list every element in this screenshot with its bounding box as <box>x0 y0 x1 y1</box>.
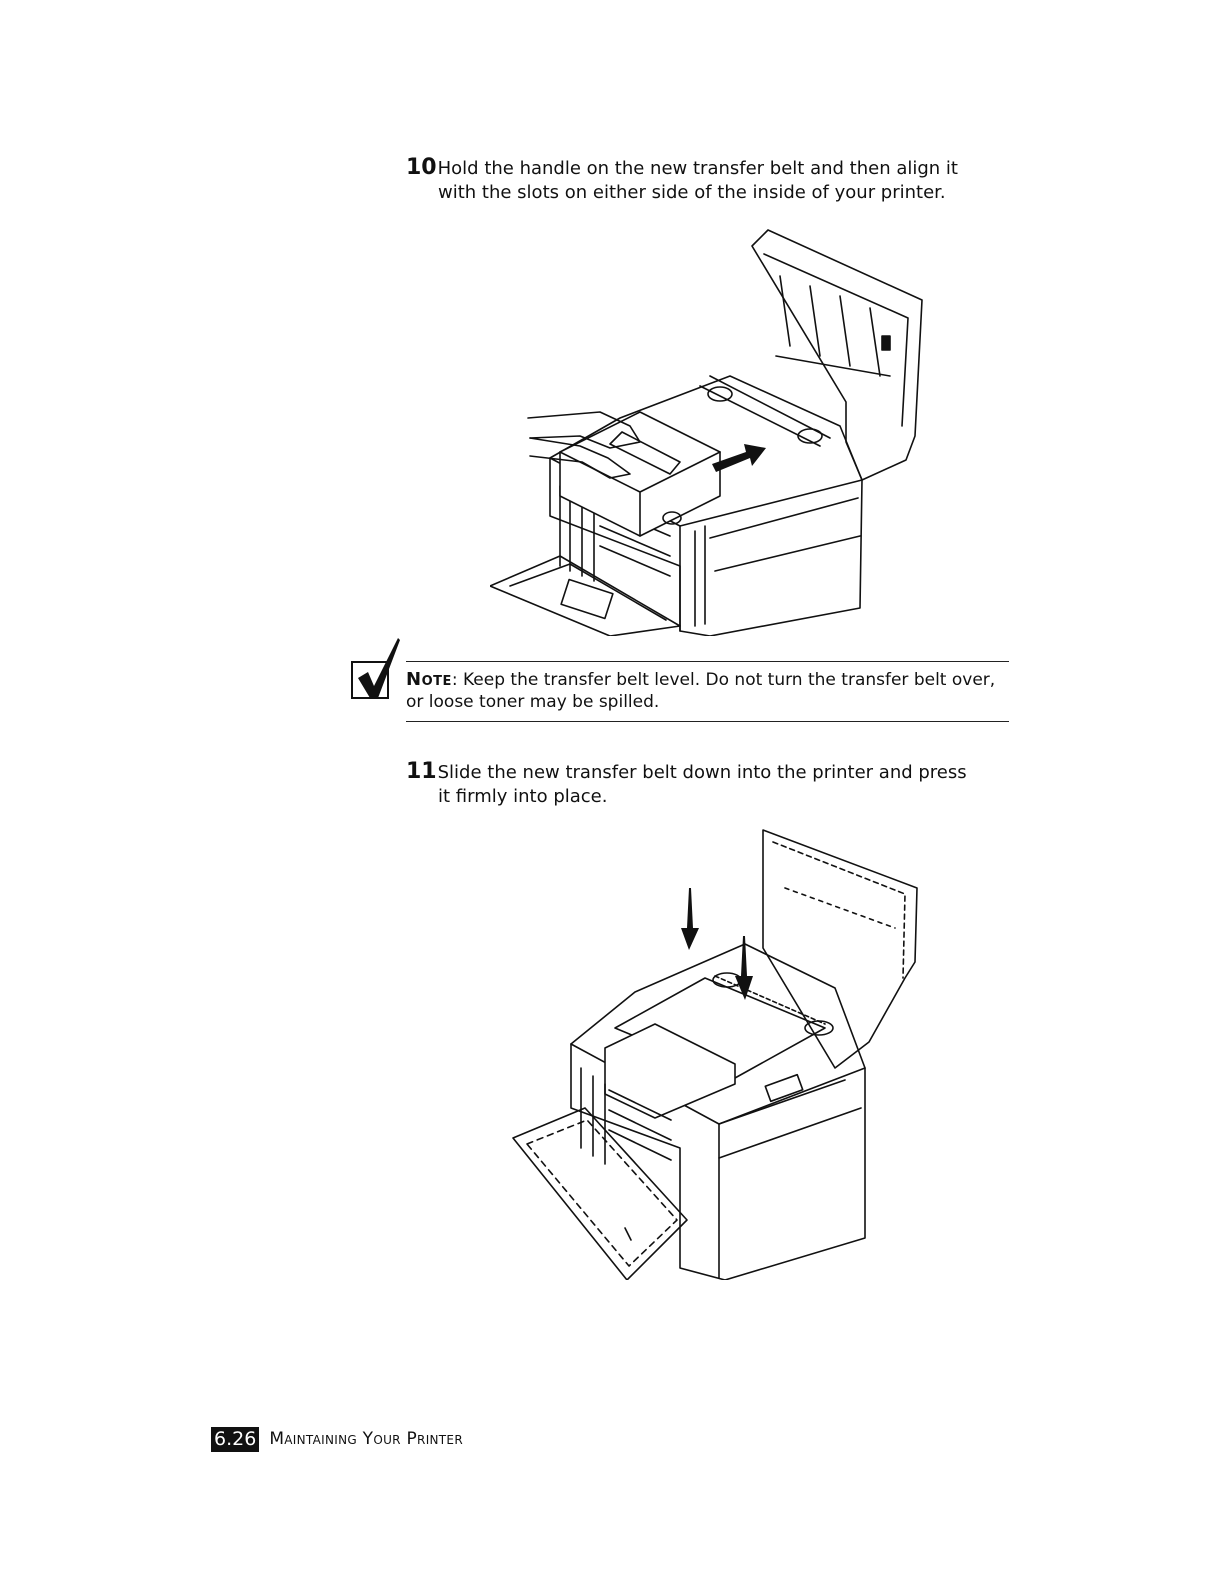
step-11 <box>406 760 1016 809</box>
note-body: : Keep the transfer belt level. Do not turn the transfer belt over, or loose toner may be spilled. <box>406 670 996 712</box>
step-text-line2: with the slots on either side of the inside of your printer. <box>438 182 946 203</box>
note-text <box>406 669 1016 713</box>
page-footer <box>211 1426 463 1452</box>
printer-illustration-press-belt <box>505 828 925 1280</box>
step-number: 11 <box>406 759 437 784</box>
step-text-line2: it firmly into place. <box>438 786 608 807</box>
page-number: 6.26 <box>211 1427 259 1452</box>
step-text-line1: Hold the handle on the new transfer belt and then align it <box>437 158 958 179</box>
note-rule-bottom <box>406 721 1009 722</box>
checkmark-note-icon <box>350 636 402 702</box>
step-number: 10 <box>406 155 437 180</box>
section-title: Maintaining Your Printer <box>269 1429 463 1449</box>
arrow-icon <box>681 888 699 950</box>
printer-illustration-insert-belt <box>490 226 930 636</box>
arrow-icon <box>735 936 753 1000</box>
note-box <box>350 636 1020 728</box>
note-rule-top <box>406 661 1009 662</box>
step-10 <box>406 156 1016 205</box>
note-label: Note <box>406 669 452 690</box>
step-text-line1: Slide the new transfer belt down into the printer and press <box>437 762 967 783</box>
